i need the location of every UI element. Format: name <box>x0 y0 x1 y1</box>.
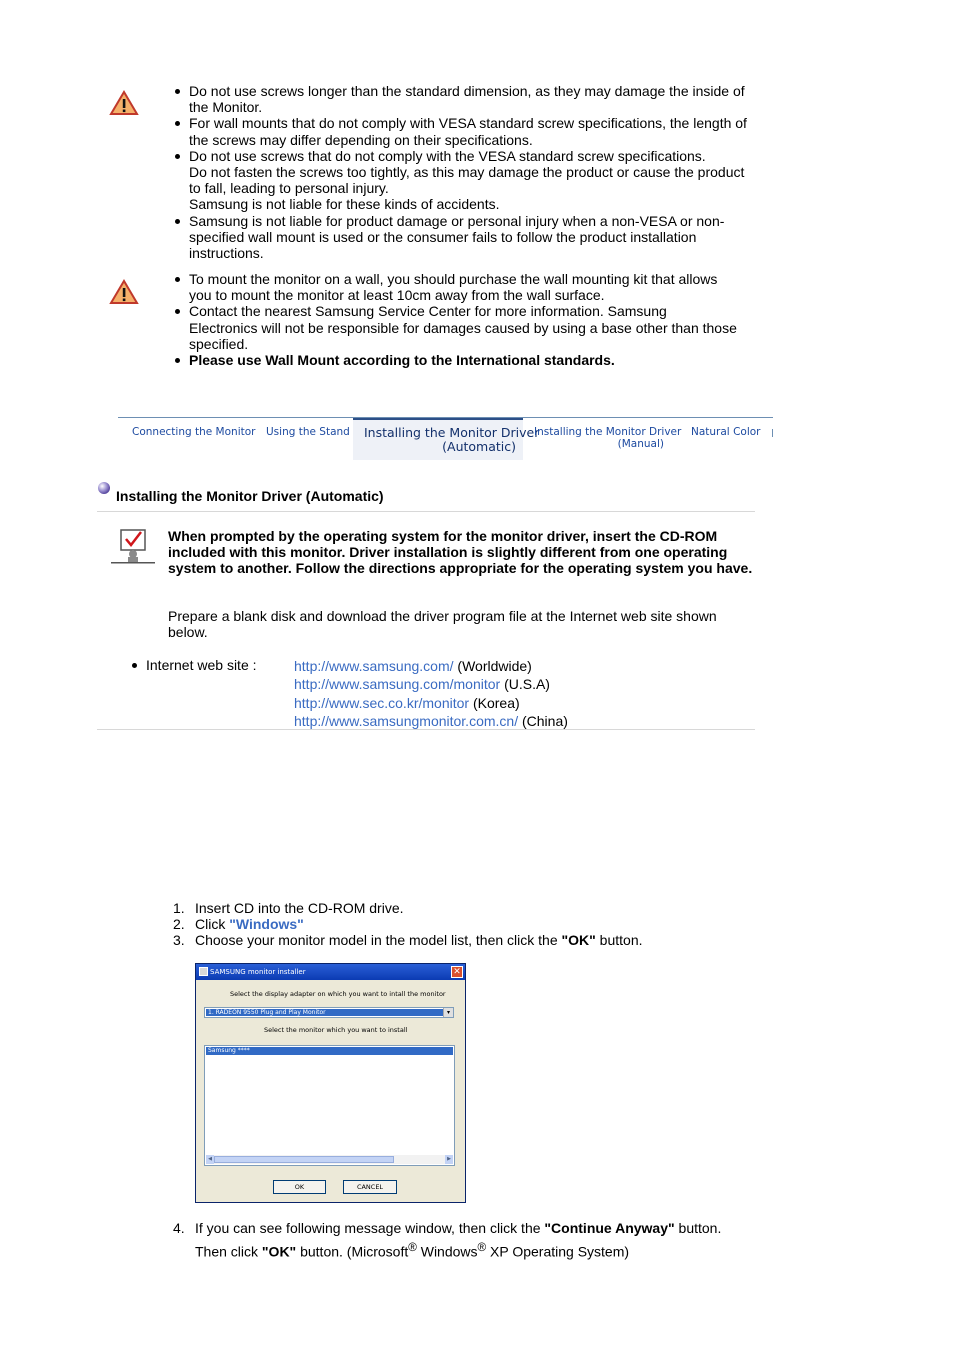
warning-text: Do not fasten the screws too tightly, as this may damage the product or cause the product to fall, leading to personal injury. <box>189 164 745 197</box>
close-button[interactable]: ✕ <box>451 966 463 978</box>
scroll-right-icon[interactable]: ▶ <box>445 1155 453 1164</box>
nav-separator <box>772 429 773 437</box>
ok-button[interactable]: OK <box>273 1180 326 1194</box>
step-text: button. (Microsoft <box>296 1243 409 1260</box>
step-number: 1. <box>173 900 185 916</box>
scroll-thumb[interactable] <box>214 1156 394 1163</box>
step-text: Click <box>195 916 230 933</box>
section-nav <box>118 417 773 458</box>
site-region: (U.S.A) <box>504 676 550 693</box>
step-number: 3. <box>173 932 185 949</box>
web-site-list <box>130 657 257 673</box>
step-item <box>173 916 773 932</box>
nav-connecting-monitor[interactable]: Connecting the Monitor <box>132 426 256 438</box>
site-row <box>294 694 568 712</box>
checklist-note-icon <box>111 528 155 564</box>
step-item <box>173 932 773 948</box>
step-text: Then click <box>195 1243 262 1260</box>
continue-anyway-emphasis: "Continue Anyway" <box>544 1220 675 1236</box>
nav-label: (Automatic) <box>442 439 516 454</box>
warning-text: Do not use screws that do not comply with the VESA standard screw specifications. <box>189 147 706 164</box>
warning-item: For wall mounts that do not comply with VESA standard screw specifications, the length of the screws may differ depending on their specifications. <box>173 115 753 147</box>
wall-mount-notes <box>173 271 738 368</box>
monitor-list[interactable] <box>204 1045 455 1166</box>
warning-item: To mount the monitor on a wall, you should purchase the wall mounting kit that allows you to mount the monitor at least 10cm away from the wall surface. <box>173 271 738 303</box>
nav-label: Installing the Monitor Driver <box>534 426 682 438</box>
step-text: Choose your monitor model in the model list, then click the <box>195 932 562 949</box>
ok-emphasis: "OK" <box>561 932 596 949</box>
nav-using-stand[interactable]: Using the Stand <box>266 426 350 438</box>
dialog-titlebar <box>196 964 465 980</box>
site-row <box>294 675 568 693</box>
warning-item <box>173 148 753 213</box>
web-site-links <box>294 657 568 730</box>
site-row <box>294 657 568 675</box>
install-steps-continued <box>173 1219 773 1262</box>
dialog-title: SAMSUNG monitor installer <box>210 968 306 976</box>
ok-emphasis: "OK" <box>261 1243 297 1260</box>
section-title: Installing the Monitor Driver (Automatic) <box>116 488 384 504</box>
site-region: (Worldwide) <box>457 658 532 674</box>
scroll-left-icon[interactable]: ◀ <box>206 1155 214 1164</box>
step-text: button. <box>674 1220 722 1236</box>
nav-natural-color[interactable]: Natural Color <box>691 426 761 438</box>
monitor-list-item[interactable]: Samsung **** <box>206 1047 453 1055</box>
app-icon <box>199 967 208 976</box>
registered-mark: ® <box>408 1241 417 1254</box>
step-number: 2. <box>173 916 185 933</box>
step-text: Windows <box>416 1243 478 1260</box>
monitor-installer-dialog <box>195 963 466 1203</box>
install-steps <box>173 900 773 949</box>
warning-text: Samsung is not liable for these kinds of accidents. <box>189 196 500 213</box>
horizontal-scrollbar[interactable] <box>206 1155 453 1164</box>
adapter-select[interactable] <box>204 1007 454 1018</box>
site-region: (Korea) <box>472 694 520 711</box>
step-text: Insert CD into the CD-ROM drive. <box>195 900 404 916</box>
divider <box>97 729 755 730</box>
cancel-button[interactable]: CANCEL <box>343 1180 397 1194</box>
site-link-korea[interactable]: http://www.sec.co.kr/monitor <box>294 694 470 711</box>
step-text: button. <box>595 932 643 949</box>
adapter-prompt: Select the display adapter on which you want to intall the monitor <box>230 990 446 998</box>
step-number: 4. <box>173 1220 185 1236</box>
warning-icon <box>109 90 139 116</box>
nav-label: (Manual) <box>617 438 664 450</box>
site-row <box>294 712 568 730</box>
adapter-selected-value: 1. RADEON 9550 Plug and Play Monitor <box>206 1009 443 1016</box>
registered-mark: ® <box>477 1241 487 1254</box>
nav-driver-manual[interactable] <box>534 426 682 450</box>
warning-item: Samsung is not liable for product damage or personal injury when a non-VESA or non-specified wall mount is used or the consumer fails to follow the product installation instructions. <box>173 213 753 262</box>
wall-mount-warnings <box>173 83 753 261</box>
site-region: (China) <box>521 712 568 729</box>
sphere-bullet-icon <box>97 481 111 495</box>
step-item <box>173 900 773 916</box>
warning-item: Please use Wall Mount according to the International standards. <box>173 352 738 368</box>
site-link-china[interactable]: http://www.samsungmonitor.com.cn/ <box>294 712 519 729</box>
chevron-down-icon[interactable]: ▾ <box>443 1008 453 1017</box>
warning-item: Contact the nearest Samsung Service Center for more information. Samsung Electronics will not be responsible for damages caused by using a base other than those specified. <box>173 303 738 352</box>
driver-note-text: Prepare a blank disk and download the driver program file at the Internet web site shown below. <box>168 608 717 641</box>
step-text: If you can see following message window, then click the <box>195 1220 545 1236</box>
web-site-label: Internet web site : <box>130 657 257 673</box>
nav-driver-automatic[interactable] <box>364 425 540 454</box>
step-text: XP Operating System) <box>486 1243 630 1260</box>
site-link-usa[interactable]: http://www.samsung.com/monitor <box>294 676 501 693</box>
divider <box>97 511 755 512</box>
step-item <box>173 1219 773 1262</box>
monitor-prompt: Select the monitor which you want to install <box>264 1026 408 1034</box>
warning-item: Do not use screws longer than the standard dimension, as they may damage the inside of the Monitor. <box>173 83 753 115</box>
warning-icon <box>109 279 139 305</box>
site-link-worldwide[interactable]: http://www.samsung.com/ <box>294 658 454 674</box>
driver-note-bold: When prompted by the operating system for the monitor driver, insert the CD-ROM included with this monitor. Driver installation is slightly different from one operating system to another. Follow the directions appropriate for the operating system you have. <box>168 528 753 577</box>
windows-highlight: "Windows" <box>229 916 304 933</box>
nav-label: Installing the Monitor Driver <box>364 425 540 440</box>
